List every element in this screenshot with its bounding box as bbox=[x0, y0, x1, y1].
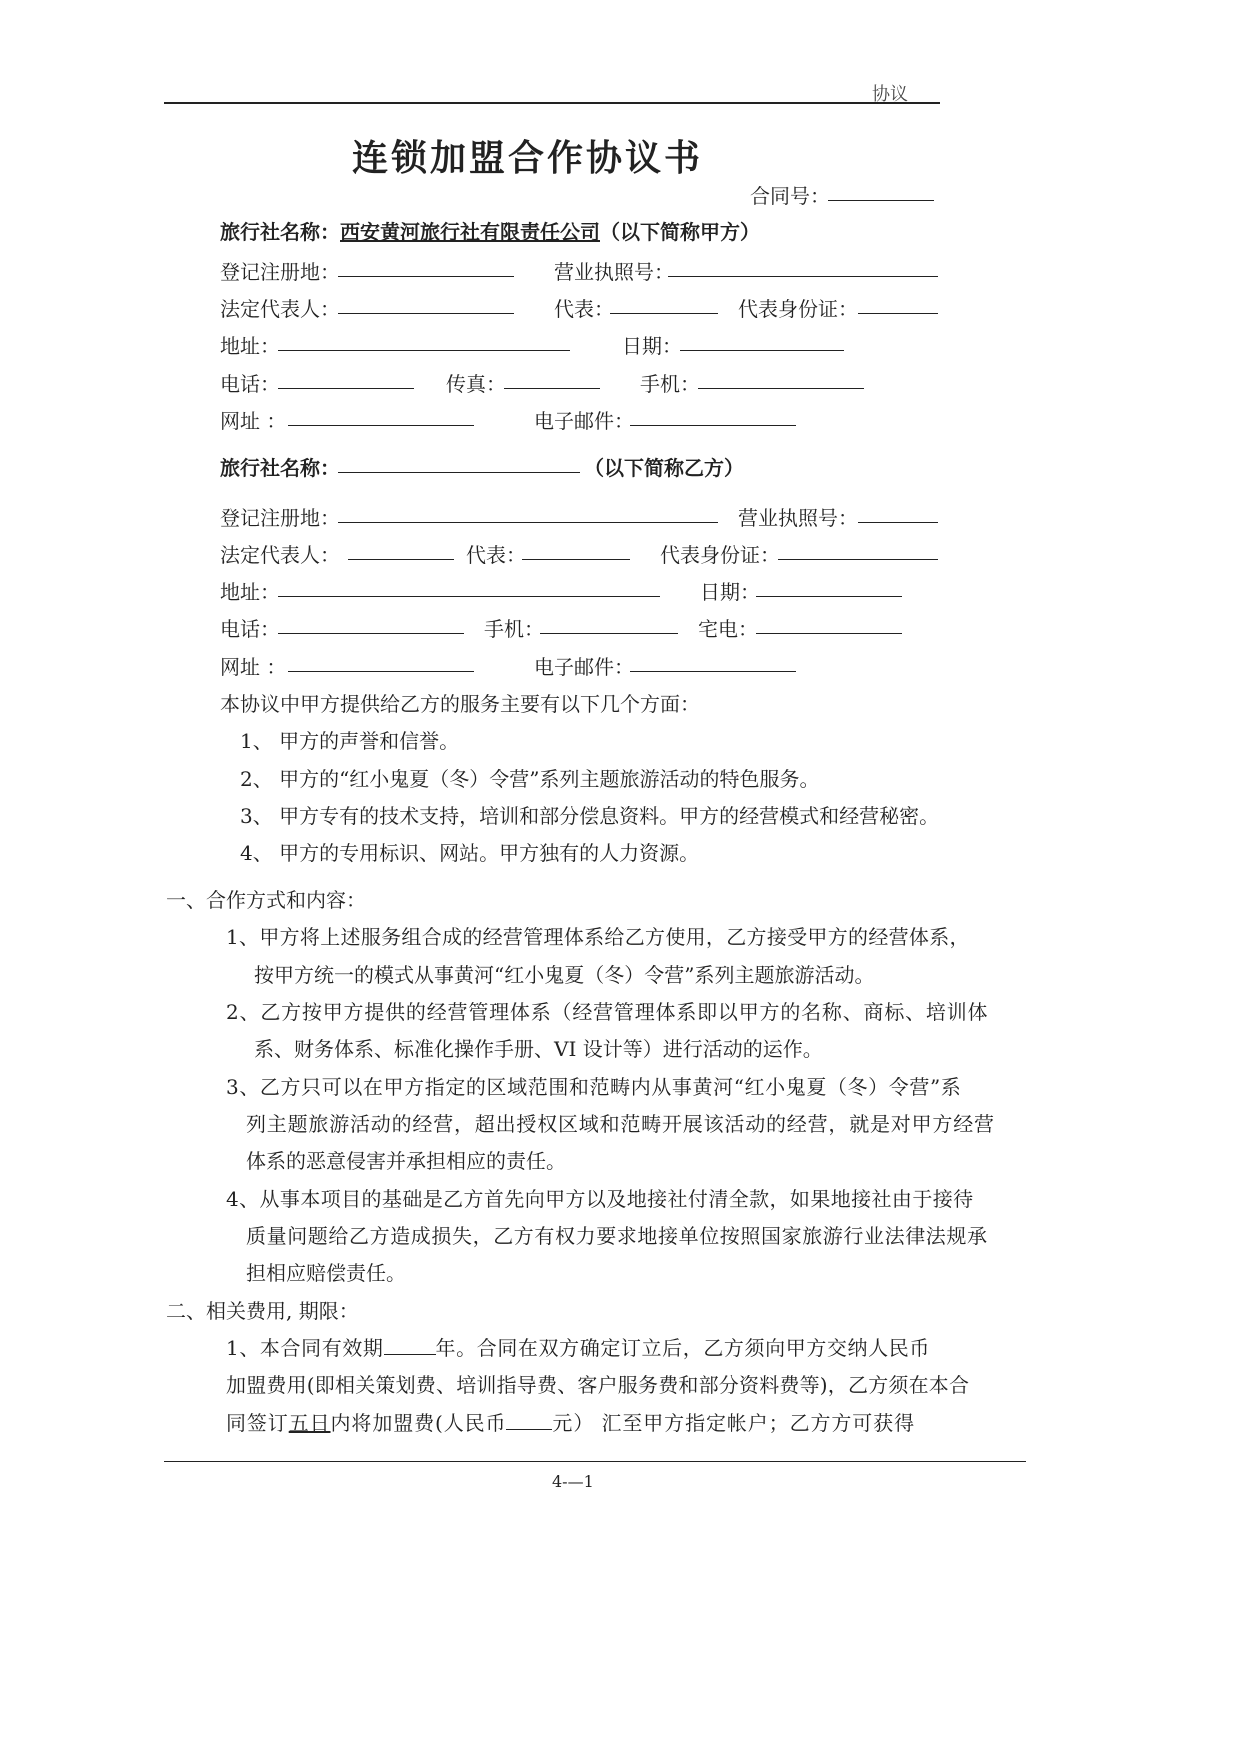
party-b-name-label: 旅行社名称： bbox=[220, 456, 340, 480]
service-item: 1、 甲方的声誉和信誉。 bbox=[240, 729, 460, 753]
party-b-home-phone-field[interactable] bbox=[756, 611, 902, 639]
party-a-fax-label: 传真： bbox=[446, 372, 506, 396]
party-b-rep-label: 代表： bbox=[466, 543, 526, 567]
party-b-home-phone-label: 宅电： bbox=[698, 617, 758, 641]
party-b-license-label: 营业执照号： bbox=[738, 506, 858, 530]
party-a-license-label: 营业执照号： bbox=[554, 260, 674, 284]
party-a-phone-field[interactable] bbox=[278, 366, 414, 394]
party-b-reg-label: 登记注册地： bbox=[220, 506, 340, 530]
party-a-name-suffix: （以下简称甲方） bbox=[600, 220, 760, 244]
service-item: 2、 甲方的“红小鬼夏（冬）令营”系列主题旅游活动的特色服务。 bbox=[240, 767, 820, 791]
party-a-web-label: 网址 ： bbox=[220, 409, 287, 433]
contract-no-field[interactable] bbox=[828, 178, 934, 206]
service-item: 3、 甲方专有的技术支持，培训和部分偿息资料。甲方的经营模式和经营秘密。 bbox=[240, 804, 940, 828]
party-a-legal-rep-label: 法定代表人： bbox=[220, 297, 340, 321]
footer-rule bbox=[164, 1461, 1026, 1462]
section2-line3 bbox=[226, 1407, 915, 1436]
party-b-rep-field[interactable] bbox=[522, 537, 630, 565]
party-b-address-label: 地址： bbox=[220, 580, 280, 604]
party-a-date-field[interactable] bbox=[680, 328, 844, 356]
party-a-email-field[interactable] bbox=[630, 403, 796, 431]
party-a-fax-field[interactable] bbox=[504, 366, 600, 394]
party-b-mobile-field[interactable] bbox=[540, 611, 678, 639]
party-a-rep-field[interactable] bbox=[610, 291, 718, 319]
section1-line: 按甲方统一的模式从事黄河“红小鬼夏（冬）令营”系列主题旅游活动。 bbox=[254, 963, 875, 987]
section2-line2: 加盟费用(即相关策划费、培训指导费、客户服务费和部分资料费等)，乙方须在本合 bbox=[226, 1373, 970, 1397]
section2-line3-a: 同签订 bbox=[226, 1411, 289, 1435]
section1-line: 4、从事本项目的基础是乙方首先向甲方以及地接社付清全款，如果地接社由于接待 bbox=[226, 1187, 974, 1211]
party-a-address-label: 地址： bbox=[220, 334, 280, 358]
party-b-phone-label: 电话： bbox=[220, 617, 280, 641]
party-a-license-field[interactable] bbox=[668, 254, 938, 282]
party-b-legal-rep-field[interactable] bbox=[348, 537, 454, 565]
party-a-email-label: 电子邮件： bbox=[534, 409, 634, 433]
party-a-rep-id-label: 代表身份证： bbox=[738, 297, 858, 321]
term-years-field[interactable] bbox=[384, 1332, 436, 1355]
party-b-name-suffix: （以下简称乙方） bbox=[584, 456, 744, 480]
party-b-date-field[interactable] bbox=[756, 574, 902, 602]
section1-heading: 一、合作方式和内容： bbox=[166, 888, 366, 912]
section2-line1 bbox=[226, 1332, 930, 1361]
party-a-mobile-field[interactable] bbox=[698, 366, 864, 394]
section1-line: 质量问题给乙方造成损失，乙方有权力要求地接单位按照国家旅游行业法律法规承 bbox=[246, 1224, 988, 1248]
party-b-date-label: 日期： bbox=[700, 580, 760, 604]
section1-line: 3、乙方只可以在甲方指定的区域范围和范畴内从事黄河“红小鬼夏（冬）令营”系 bbox=[226, 1075, 962, 1099]
section2-line3-c: 内将加盟费(人民币 bbox=[330, 1411, 507, 1435]
party-b-license-field[interactable] bbox=[858, 500, 938, 528]
contract-no-label: 合同号： bbox=[750, 184, 830, 208]
party-a-phone-label: 电话： bbox=[220, 372, 280, 396]
party-b-web-field[interactable] bbox=[288, 649, 474, 677]
party-a-reg-label: 登记注册地： bbox=[220, 260, 340, 284]
party-b-reg-field[interactable] bbox=[338, 500, 718, 528]
section1-line: 系、财务体系、标准化操作手册、VI 设计等）进行活动的运作。 bbox=[254, 1037, 823, 1061]
party-a-date-label: 日期： bbox=[622, 334, 682, 358]
party-b-rep-id-field[interactable] bbox=[778, 537, 938, 565]
section1-line: 体系的恶意侵害并承担相应的责任。 bbox=[246, 1149, 566, 1173]
party-a-mobile-label: 手机： bbox=[640, 372, 700, 396]
page-number: 4-—1 bbox=[552, 1472, 594, 1491]
party-a-reg-field[interactable] bbox=[338, 254, 514, 282]
party-a-web-field[interactable] bbox=[288, 403, 474, 431]
section2-line3-days: 五日 bbox=[288, 1411, 331, 1435]
party-b-mobile-label: 手机： bbox=[484, 617, 544, 641]
party-b-email-field[interactable] bbox=[630, 649, 796, 677]
party-a-legal-rep-field[interactable] bbox=[338, 291, 514, 319]
fee-amount-field[interactable] bbox=[506, 1407, 552, 1430]
party-a-rep-label: 代表： bbox=[554, 297, 614, 321]
party-b-phone-field[interactable] bbox=[278, 611, 464, 639]
header-rule bbox=[164, 102, 940, 104]
service-item: 4、 甲方的专用标识、网站。甲方独有的人力资源。 bbox=[240, 841, 700, 865]
party-b-email-label: 电子邮件： bbox=[534, 655, 634, 679]
party-a-name-label: 旅行社名称： bbox=[220, 220, 340, 244]
section1-line: 2、乙方按甲方提供的经营管理体系（经营管理体系即以甲方的名称、商标、培训体 bbox=[226, 1000, 989, 1024]
section2-line1-b: 年。合同在双方确定订立后，乙方须向甲方交纳人民币 bbox=[435, 1336, 930, 1360]
section1-line: 1、甲方将上述服务组合成的经营管理体系给乙方使用，乙方接受甲方的经营体系， bbox=[226, 925, 970, 949]
header-label: 协议 bbox=[872, 84, 908, 105]
document-title: 连锁加盟合作协议书 bbox=[352, 137, 704, 179]
party-b-legal-rep-label: 法定代表人： bbox=[220, 543, 340, 567]
party-a-name-row bbox=[220, 216, 760, 245]
party-b-web-label: 网址 ： bbox=[220, 655, 287, 679]
party-a-rep-id-field[interactable] bbox=[858, 291, 938, 319]
party-b-rep-id-label: 代表身份证： bbox=[660, 543, 780, 567]
party-a-name-value: 西安黄河旅行社有限责任公司 bbox=[340, 220, 600, 244]
section2-line3-d: 元） 汇至甲方指定帐户；乙方方可获得 bbox=[552, 1411, 915, 1435]
party-a-address-field[interactable] bbox=[278, 328, 570, 356]
party-b-address-field[interactable] bbox=[278, 574, 660, 602]
section1-line: 列主题旅游活动的经营，超出授权区域和范畴开展该活动的经营，就是对甲方经营 bbox=[246, 1112, 995, 1136]
section2-heading: 二、相关费用, 期限： bbox=[166, 1299, 359, 1323]
section2-line1-a: 1、本合同有效期 bbox=[226, 1336, 384, 1360]
section1-line: 担相应赔偿责任。 bbox=[246, 1261, 406, 1285]
services-intro: 本协议中甲方提供给乙方的服务主要有以下几个方面： bbox=[220, 692, 700, 716]
party-b-name-field[interactable] bbox=[338, 450, 580, 478]
